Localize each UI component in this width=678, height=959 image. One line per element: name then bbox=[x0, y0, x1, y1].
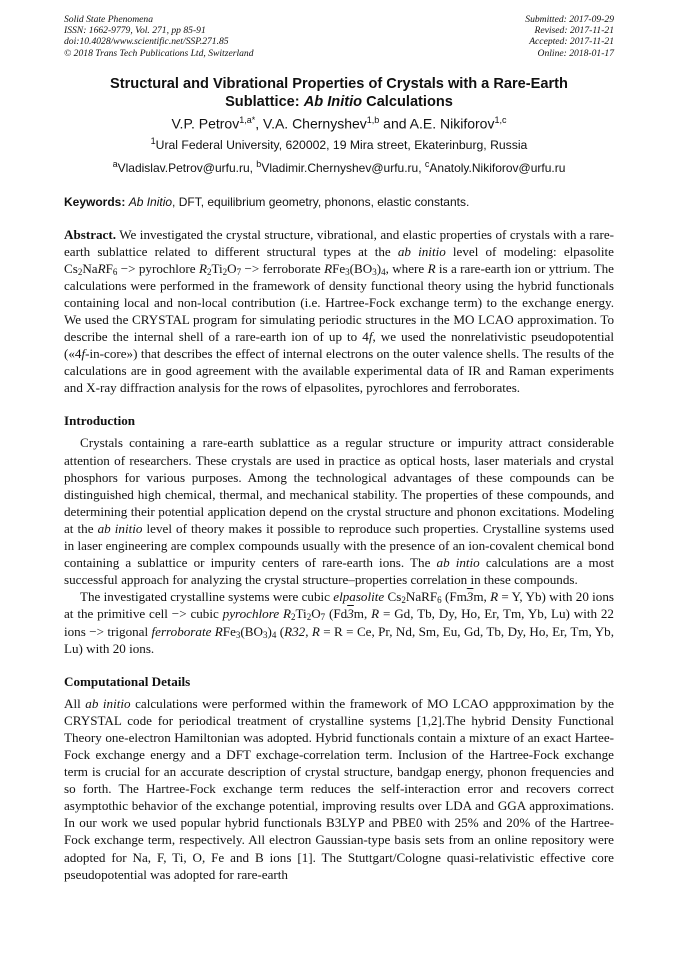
journal-header bbox=[64, 14, 614, 59]
accepted-date: Accepted: 2017-11-21 bbox=[529, 36, 614, 48]
intro-paragraph-1: Crystals containing a rare-earth sublattice as a regular structure or impurity attract considerable attention of researchers. These crystals are used in practice as optical hosts, laser materials and crystal phosphors for various purposes. Among the technological advantages of these compounds can be distinguished high chemical, thermal, and mechanical stability. The properties of these compounds, and determining their potential application depend on the crystal structure and phonon excitations. Modeling at the ab initio level of theory makes it possible to reproduce such properties. Crystalline systems used in laser engineering are complex compounds usually with the presence of an ion-covalent chemical bond containing a sublattice or impurity centers of rare-earth ions. The ab intio calculations are a most successful approach for analyzing the crystal structure–properties correlation in these compounds. bbox=[64, 435, 614, 588]
keywords: Keywords: Ab Initio, DFT, equilibrium geometry, phonons, elastic constants. bbox=[64, 194, 470, 209]
paper-page bbox=[64, 14, 614, 883]
computational-paragraph: All ab initio calculations were performed within the framework of MO LCAO appproximation by the CRYSTAL code for periodical treatment of crystalline systems [1,2].The hybrid Density Functional Theory one-electron Hamiltonian was adopted. Hybrid functionals contain a mixture of an exact Hartee-Fock exchange energy and a DFT exchage-correlation term. Inclusion of the Hartree-Fock exchange term is crucial for an accurate description of crystal structure, bandgap energy, phonon frequencies and so forth. The Hartree-Fock exchange term reduces the self-interaction error and recovers correct asymptothic behavior of the exchange potential, improving results over LDA and GGA approximations. In our work we used popular hybrid functionals B3LYP and PBE0 with 25% and 20% of the Hartree-Fock exchange term, respectively. All electron Gaussian-type basis sets from an online repository were adopted for Na, F, Ti, O, Fe and B ions [1]. The Stuttgart/Cologne quasi-relativistic effective core pseudopotential was adopted for rare-earth bbox=[64, 695, 614, 882]
doi: doi:10.4028/www.scientific.net/SSP.271.85 bbox=[64, 36, 229, 48]
affiliation: $^1$Ural Federal University, 620002, 19 Mira street, Ekaterinburg, Russia bbox=[150, 136, 528, 153]
revised-date: Revised: 2017-11-21 bbox=[534, 25, 614, 37]
issn: ISSN: 1662-9779, Vol. 271, pp 85-91 bbox=[64, 25, 206, 37]
paper-title: Structural and Vibrational Properties of Crystals with a Rare-Earth Sublattice: Ab Initio Calculations bbox=[110, 75, 568, 110]
copyright: © 2018 Trans Tech Publications Ltd, Switzerland bbox=[64, 47, 254, 59]
intro-paragraph-2: The investigated crystalline systems were cubic elpasolite $Cs_2NaRF_6$ (Fm3m, R = Y, Yb) with 20 ions at the primitive cell −> cubic pyrochlore $R_2Ti_2O_7$ (Fd3m, R = Gd, Tb, Dy, Ho, Er, Tm, Yb, Lu) with 22 ions −> trigonal ferroborate $RFe_3(BO_3)_4$ (R32, R = R = Ce, Pr, Nd, Sm, Eu, Gd, Tb, Dy, Ho, Er, Tm, Yb, Lu) with 20 ions. bbox=[64, 589, 614, 656]
submitted-date: Submitted: 2017-09-29 bbox=[525, 14, 614, 25]
journal-name: Solid State Phenomena bbox=[64, 14, 153, 25]
journal-info bbox=[64, 14, 254, 59]
section-heading-computational: Computational Details bbox=[64, 673, 191, 689]
section-heading-introduction: Introduction bbox=[64, 413, 136, 429]
authors: V.P. Petrov$^{1,a*}$, V.A. Chernyshev$^{1,b}$ and A.E. Nikiforov$^{1,c}$ bbox=[171, 114, 507, 132]
online-date: Online: 2018-01-17 bbox=[537, 47, 614, 59]
emails: $^a$Vladislav.Petrov@urfu.ru, $^b$Vladimir.Chernyshev@urfu.ru, $^c$Anatoly.Nikiforov@urfu.ru bbox=[112, 158, 566, 175]
dates bbox=[525, 14, 614, 59]
abstract: Abstract. We investigated the crystal structure, vibrational, and elastic properties of crystals with a rare-earth sublattice related to different structural types at the ab initio level of modeling: elpasolite $Cs_2NaRF_6$ −> pyrochlore $R_2Ti_2O_7$ −> ferroborate $RFe_3(BO_3)_4$, where R is a rare-earth ion or yttrium. The calculations were performed in the framework of density functional theory using the hybrid functionals containing local and non-local contribution (i.e. Hartree-Fock exchange term) to the exchange energy. We used the CRYSTAL program for simulating periodic structures in the MO LCAO approximation. To describe the internal shell of a rare-earth ion of up to 4f, we used the nonrelativistic pseudopotential («4f-in-core») that describes the effect of internal electrons on the outer valence shells. The results of the calculations are in good agreement with the available experimental data of IR and Raman experiments and X-ray diffraction analysis for the rows of elpasolites, pyrochlores and ferroborates. bbox=[64, 226, 614, 396]
